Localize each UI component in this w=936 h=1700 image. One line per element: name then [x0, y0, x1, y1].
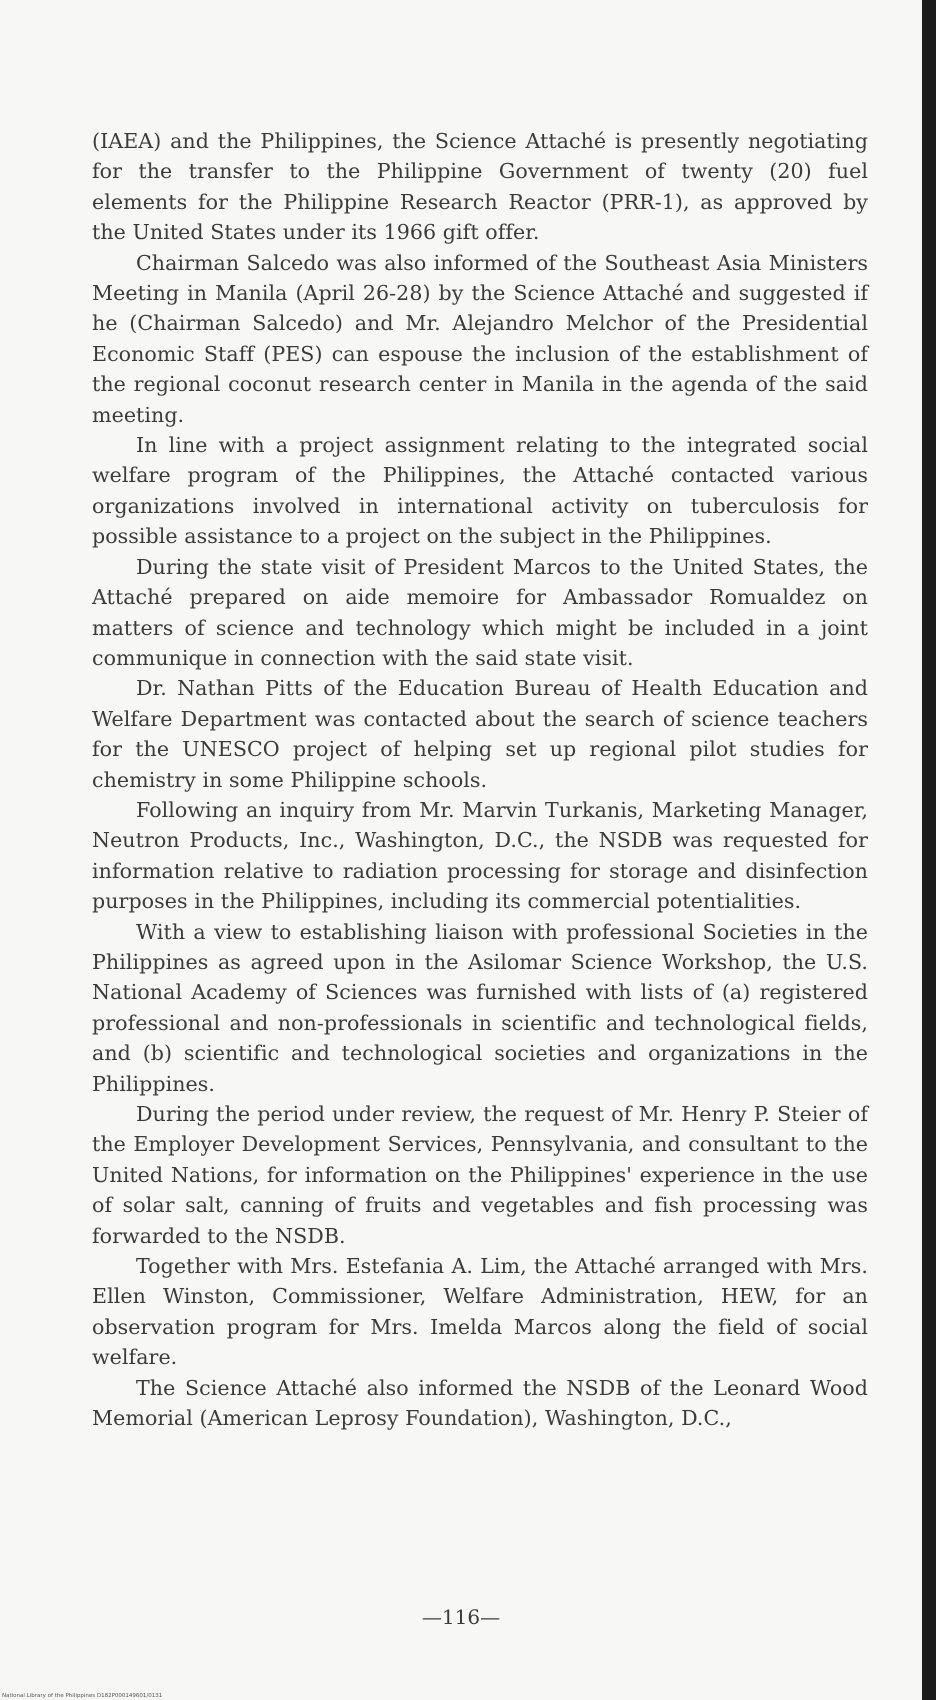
body-text — [92, 126, 868, 1433]
scan-edge-border — [922, 0, 936, 1700]
paragraph-4: During the state visit of President Marcos to the United States, the Attaché prepared on aide memoire for Ambassador Romualdez on matters of science and technology which might be included in a joint communique in connection with the said state visit. — [92, 554, 868, 670]
paragraph-5: Dr. Nathan Pitts of the Education Bureau of Health Education and Welfare Department was contacted about the search of science teachers for the UNESCO project of helping set up regional pilot studies for chemistry in some Philippine schools. — [92, 676, 868, 792]
page-number: —116— — [421, 1605, 501, 1629]
paragraph-2: Chairman Salcedo was also informed of the Southeast Asia Ministers Meeting in Manila (April 26-28) by the Science Attaché and suggested if he (Chairman Salcedo) and Mr. Alejandro Melchor of the Presidential Economic Staff (PES) can espouse the inclusion of the establishment of the regional coconut research center in Manila in the agenda of the said meeting. — [92, 250, 868, 427]
paragraph-1: (IAEA) and the Philippines, the Science Attaché is presently negotiating for the transfer to the Philippine Government of twenty (20) fuel elements for the Philippine Research Reactor (PRR-1), as approved by the United States under its 1966 gift offer. — [92, 129, 868, 245]
paragraph-7: With a view to establishing liaison with professional Societies in the Philippines as agreed upon in the Asilomar Science Workshop, the U.S. National Academy of Sciences was furnished with lists of (a) registered professional and non-professionals in scientific and technological fields, and (b) scientific and technological societies and organizations in the Philippines. — [92, 919, 868, 1096]
paragraph-8: During the period under review, the request of Mr. Henry P. Steier of the Employer Development Services, Pennsylvania, and consultant to the United Nations, for information on the Philippines' experience in the use of solar salt, canning of fruits and vegetables and fish processing was forwarded to the NSDB. — [92, 1102, 868, 1248]
paragraph-9: Together with Mrs. Estefania A. Lim, the Attaché arranged with Mrs. Ellen Winston, Commissioner, Welfare Administration, HEW, for an observation program for Mrs. Imelda Marcos along the field of social welfare. — [92, 1254, 868, 1370]
paragraph-6: Following an inquiry from Mr. Marvin Turkanis, Marketing Manager, Neutron Products, Inc., Washington, D.C., the NSDB was requested for information relative to radiation processing for storage and disinfection purposes in the Philippines, including its commercial potentialities. — [92, 797, 868, 914]
paragraph-3: In line with a project assignment relating to the integrated social welfare program of the Philippines, the Attaché contacted various organizations involved in international activity on tuberculosis for possible assistance to a project on the subject in the Philippines. — [92, 433, 868, 549]
scan-source-label: National Library of the Philippines D182P000149601/0131 — [2, 1693, 163, 1699]
paragraph-10: The Science Attaché also informed the NSDB of the Leonard Wood Memorial (American Leprosy Foundation), Washington, D.C., — [92, 1375, 868, 1431]
